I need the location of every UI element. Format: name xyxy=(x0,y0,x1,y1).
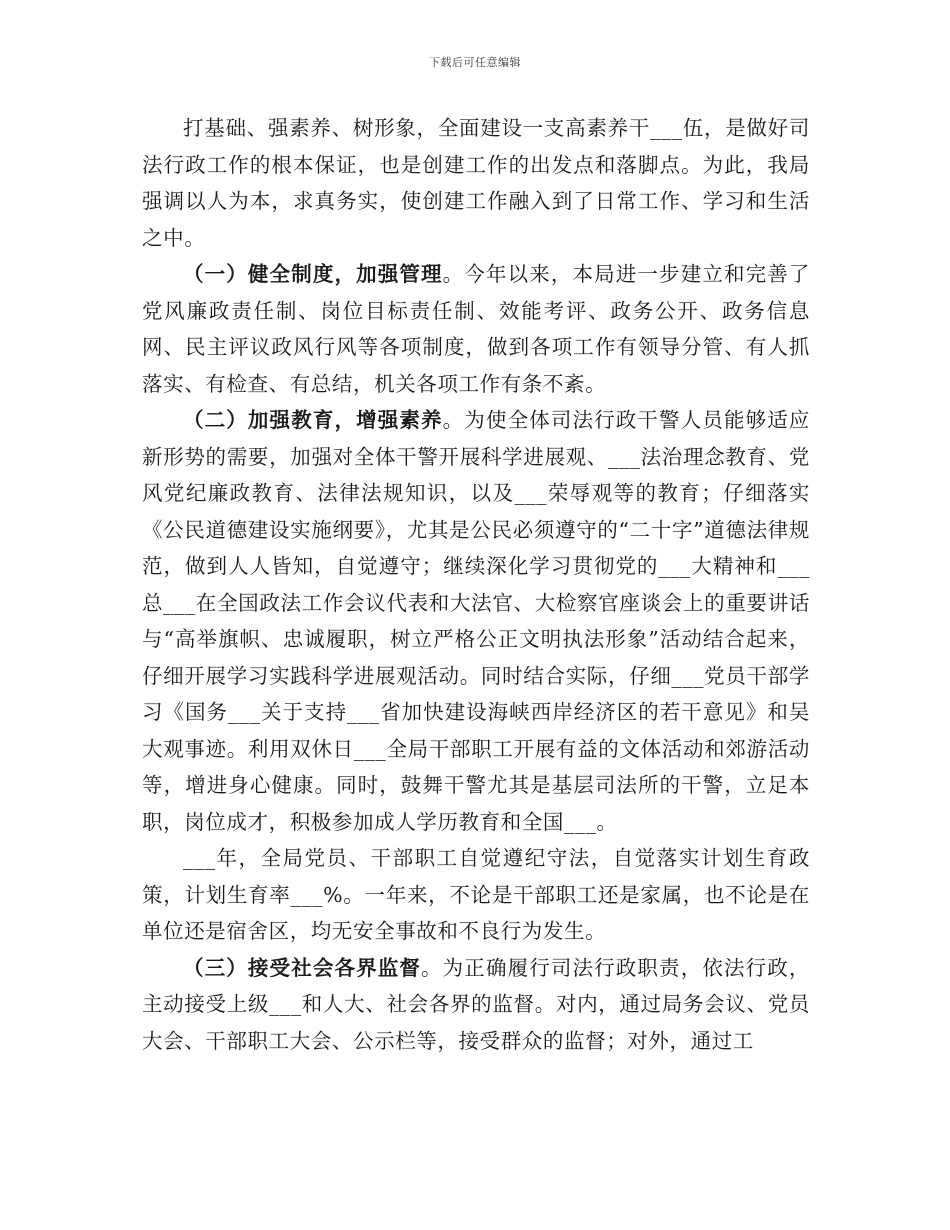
paragraph-3 xyxy=(142,402,810,840)
document-body xyxy=(142,110,810,1059)
paragraph-4 xyxy=(142,840,810,950)
paragraph-5 xyxy=(142,950,810,1060)
paragraph-2 xyxy=(142,256,810,402)
paragraph-lead: （一）健全制度，加强管理 xyxy=(183,262,443,286)
paragraph-lead: （二）加强教育，增强素养 xyxy=(183,408,443,432)
paragraph-text: 打基础、强素养、树形象，全面建设一支高素养干___伍，是做好司法行政工作的根本保证，也是创建工作的出发点和落脚点。为此，我局强调以人为本，求真务实，使创建工作融入到了日常工作、学习和生活之中。 xyxy=(142,116,810,250)
page-header: 下载后可任意编辑 xyxy=(429,56,521,69)
paragraph-text: ___年，全局党员、干部职工自觉遵纪守法，自觉落实计划生育政策，计划生育率___%。一年来，不论是干部职工还是家属，也不论是在单位还是宿舍区，均无安全事故和不良行为发生。 xyxy=(142,846,810,943)
paragraph-text: 。今年以来，本局进一步建立和完善了党风廉政责任制、岗位目标责任制、效能考评、政务公开、政务信息网、民主评议政风行风等各项制度，做到各项工作有领导分管、有人抓落实、有检查、有总结，机关各项工作有条不紊。 xyxy=(142,262,810,396)
paragraph-1 xyxy=(142,110,810,256)
paragraph-text: 。为正确履行司法行政职责，依法行政，主动接受上级___和人大、社会各界的监督。对内，通过局务会议、党员大会、干部职工大会、公示栏等，接受群众的监督；对外，通过工 xyxy=(142,955,810,1053)
paragraph-lead: （三）接受社会各界监督 xyxy=(183,955,422,980)
paragraph-text: 。为使全体司法行政干警人员能够适应新形势的需要，加强对全体干警开展科学进展观、___法治理念教育、党风党纪廉政教育、法律法规知识，以及___荣辱观等的教育；仔细落实《公民道德建设实施纲要》，尤其是公民必须遵守的“二十字”道德法律规范，做到人人皆知，自觉遵守；继续深化学习贯彻党的___大精神和___总___在全国政法工作会议代表和大法官、大检察官座谈会上的重要讲话与“高举旗帜、忠诚履职，树立严格公正文明执法形象”活动结合起来，仔细开展学习实践科学进展观活动。同时结合实际，仔细___党员干部学习《国务___关于支持___省加快建设海峡西岸经济区的若干意见》和吴大观事迹。利用双休日___全局干部职工开展有益的文体活动和郊游活动等，增进身心健康。同时，鼓舞干警尤其是基层司法所的干警，立足本职，岗位成才，积极参加成人学历教育和全国___。 xyxy=(142,408,810,834)
